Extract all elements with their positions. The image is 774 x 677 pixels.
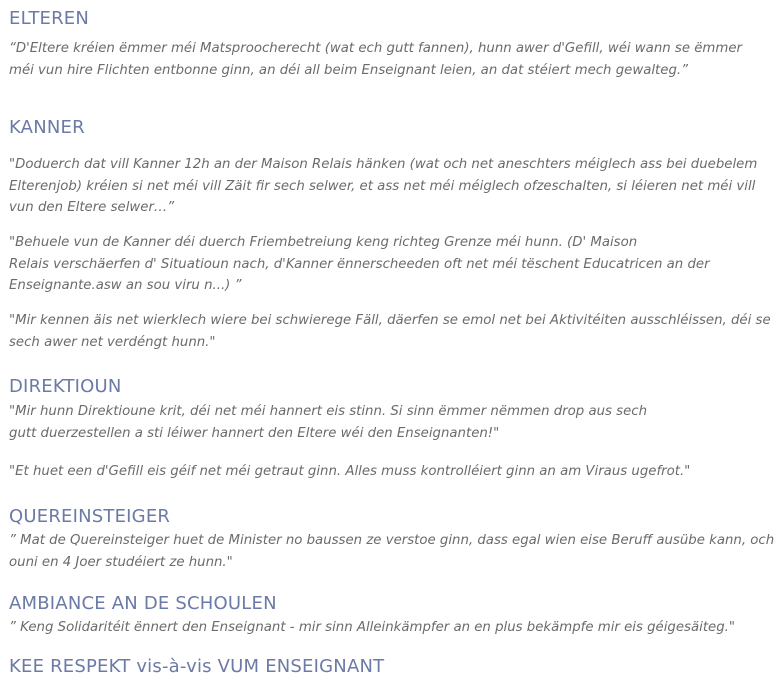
quote-line: "Mir kennen äis net wierklech wiere bei schwierege Fäll, däerfen se emol net bei Aktivitéiten ausschléissen, déi se <box>9 313 771 328</box>
cut-off-heading-wrapper <box>9 656 385 677</box>
quote-kanner-1 <box>9 154 758 219</box>
quote-line: ouni en 4 Joer studéiert ze hunn." <box>9 554 233 570</box>
quote-line: vun den Eltere selwer…” <box>9 200 175 215</box>
quote-kanner-3 <box>9 310 771 353</box>
section-heading-respekt: KEE RESPEKT vis-à-vis VUM ENSEIGNANT <box>9 656 385 677</box>
quote-kanner-2 <box>9 232 709 297</box>
quote-line: méi vun hire Flichten entbonne ginn, an déi all beim Enseignant leien, an dat stéiert mech gewalteg.” <box>9 62 688 78</box>
quote-line: "Mir hunn Direktioune krit, déi net méi hannert eis stinn. Si sinn ëmmer nëmmen drop aus sech <box>9 404 648 419</box>
section-heading-elteren: ELTEREN <box>9 8 90 29</box>
quote-quereinsteiger-1 <box>9 530 774 573</box>
quote-ambiance-1 <box>9 617 736 639</box>
quote-line: Elterenjob) kréien si net méi vill Zäit fir sech selwer, et ass net méi méiglech ofzeschalten, si léieren net méi vill <box>9 178 756 194</box>
section-heading-ambiance: AMBIANCE AN DE SCHOULEN <box>9 593 277 614</box>
quote-line: "Et huet een d'Gefill eis géif net méi getraut ginn. Alles muss kontrolléiert ginn an am Viraus ugefrot." <box>9 464 691 479</box>
quote-line: "Behuele vun de Kanner déi duerch Friembetreiung keng richteg Grenze méi hunn. (D' Maison <box>9 235 638 250</box>
quote-line: “D'Eltere kréien ëmmer méi Matsproocherecht (wat ech gutt fannen), hunn awer d'Gefill, wéi wann se ëmmer <box>9 41 742 56</box>
section-heading-quereinsteiger: QUEREINSTEIGER <box>9 506 171 527</box>
quote-line: ” Keng Solidaritéit ënnert den Enseignant - mir sinn Alleinkämpfer an en plus bekämpfe mir eis géigesäiteg." <box>9 620 736 635</box>
quote-direktioun-1 <box>9 401 709 444</box>
quote-line: gutt duerzestellen a sti léiwer hannert den Eltere wéi den Enseignanten!" <box>9 425 500 441</box>
section-heading-direktioun: DIREKTIOUN <box>9 376 122 397</box>
quote-line: "Doduerch dat vill Kanner 12h an der Maison Relais hänken (wat och net aneschters méiglech ass bei duebelem <box>9 157 758 172</box>
quote-line: Relais verschäerfen d' Situatioun nach, d'Kanner ënnerscheeden oft net méi tëschent Educatricen an der <box>9 256 710 272</box>
section-heading-kanner: KANNER <box>9 117 85 138</box>
quote-line: Enseignante.asw an sou viru n...) ” <box>9 278 242 293</box>
quote-line: ” Mat de Quereinsteiger huet de Minister no baussen ze verstoe ginn, dass egal wien eise Beruff ausübe kann, och <box>9 533 774 548</box>
quote-line: sech awer net verdéngt hunn." <box>9 334 216 350</box>
quote-direktioun-2 <box>9 461 709 483</box>
quote-elteren-1 <box>9 38 742 81</box>
